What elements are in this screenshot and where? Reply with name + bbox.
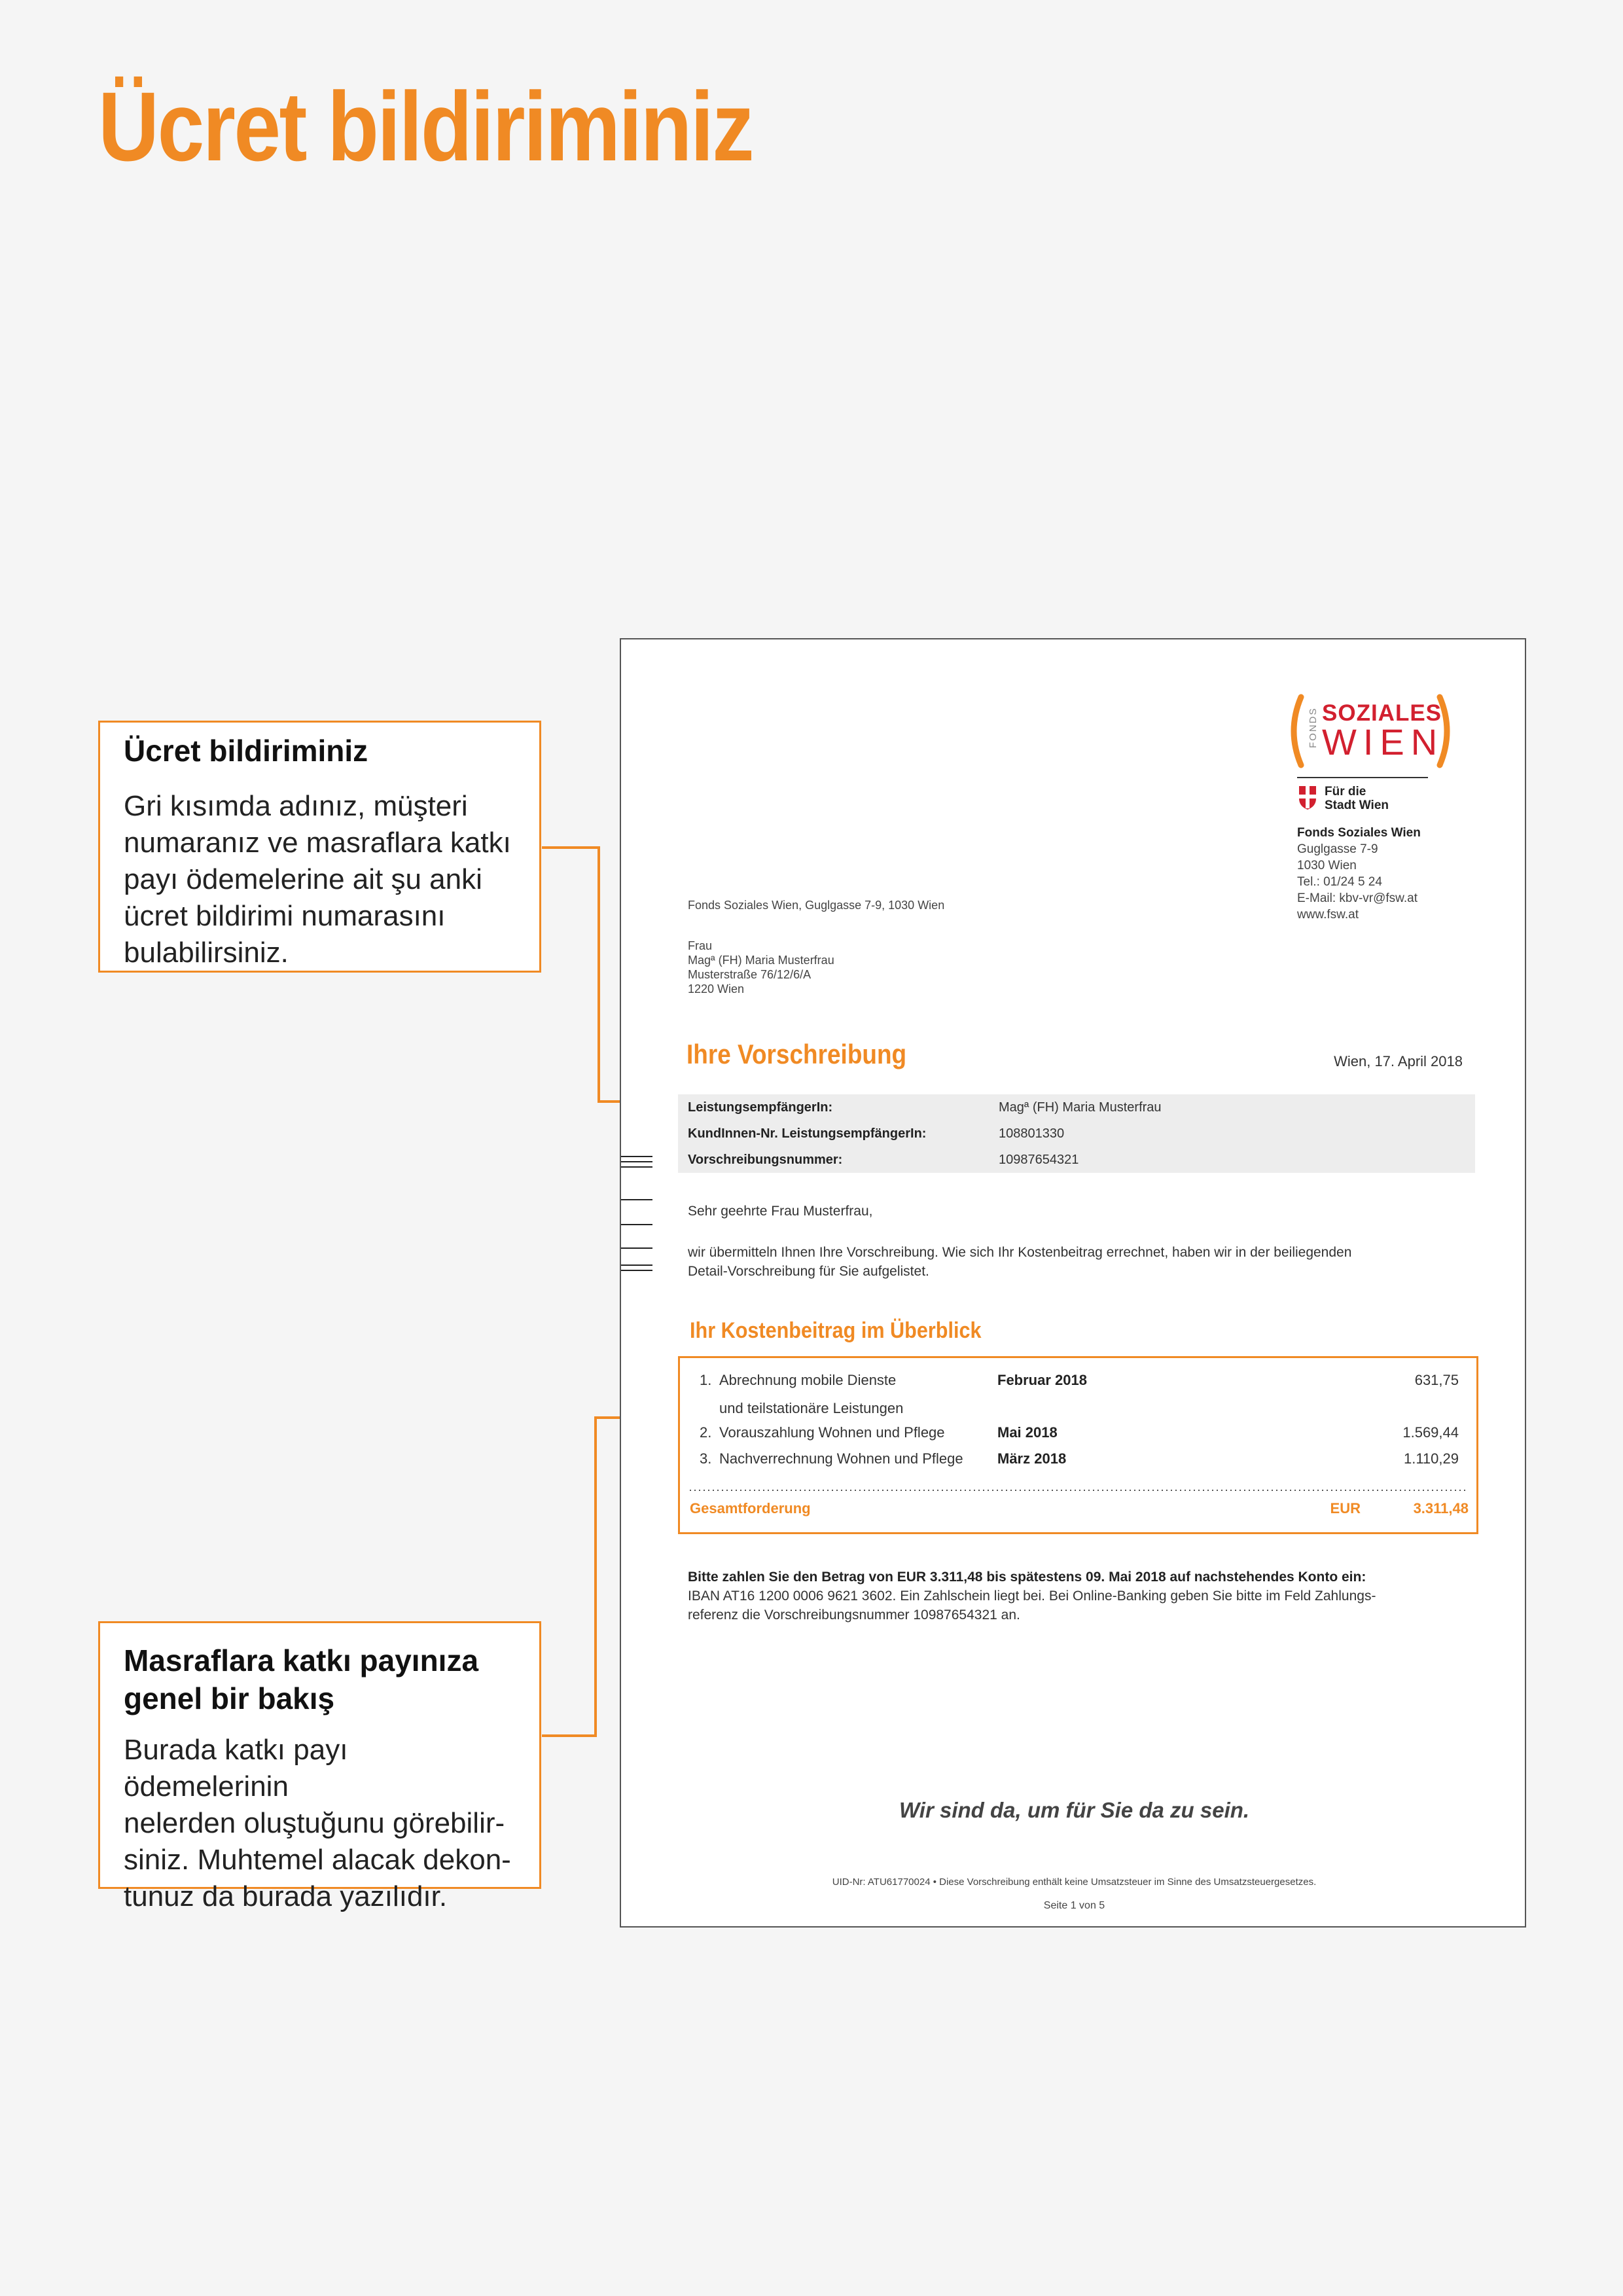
- callout-line: nelerden oluştuğunu görebilir-: [124, 1807, 505, 1839]
- callout-title: Ücret bildiriminiz: [124, 734, 368, 768]
- svg-text:WIEN: WIEN: [1322, 721, 1444, 762]
- vienna-shield-icon: [1298, 785, 1317, 810]
- logo-tagline: [1325, 785, 1403, 812]
- cost-overview-box: [678, 1356, 1478, 1534]
- sender-web: www.fsw.at: [1297, 908, 1359, 922]
- item-description: Nachverrechnung Wohnen und Pflege: [719, 1450, 963, 1467]
- total-currency: EUR: [1330, 1500, 1361, 1516]
- recipient-address: [688, 939, 834, 996]
- recipient-salutation: Frau: [688, 939, 713, 952]
- svg-text:SOZIALES: SOZIALES: [1322, 700, 1442, 726]
- svg-text:FONDS: FONDS: [1308, 707, 1319, 748]
- info-key: Vorschreibungsnummer:: [688, 1153, 843, 1167]
- cost-item: [700, 1446, 1459, 1472]
- page-title: Ücret bildiriminiz: [98, 71, 753, 181]
- dotted-divider: [690, 1489, 1469, 1492]
- payment-line: IBAN AT16 1200 0006 9621 3602. Ein Zahlschein liegt bei. Bei Online-Banking geben Sie bitte im Feld Zahlungs-: [688, 1588, 1376, 1604]
- callout-text: [124, 788, 516, 971]
- sender-city: 1030 Wien: [1297, 859, 1357, 872]
- callout-title: [124, 1641, 516, 1717]
- sender-tel: Tel.: 01/24 5 24: [1297, 875, 1382, 889]
- callout-line: numaranız ve masraflara katkı: [124, 827, 511, 859]
- callout-line: bulabilirsiniz.: [124, 937, 289, 969]
- cost-item: [700, 1367, 1459, 1393]
- tagline-line: Für die: [1325, 785, 1366, 798]
- intro-line: wir übermitteln Ihnen Ihre Vorschreibung. Wie sich Ihr Kostenbeitrag errechnet, haben wir in der beiliegenden: [688, 1245, 1352, 1260]
- callout-line: siniz. Muhtemel alacak dekon-: [124, 1844, 511, 1876]
- total-row: [690, 1496, 1469, 1522]
- sender-email: E-Mail: kbv-vr@fsw.at: [1297, 891, 1418, 905]
- info-value: Magª (FH) Maria Musterfrau: [999, 1100, 1162, 1115]
- slogan: Wir sind da, um für Sie da zu sein.: [899, 1798, 1250, 1822]
- callout-line: ücret bildirimi numarasını: [124, 900, 446, 932]
- sender-street: Guglgasse 7-9: [1297, 842, 1378, 856]
- letter-title: Ihre Vorschreibung: [687, 1039, 907, 1069]
- tagline-line: Stadt Wien: [1325, 798, 1389, 812]
- sample-letter: [620, 638, 1526, 1928]
- callout-line: tunuz da burada yazılıdır.: [124, 1880, 448, 1912]
- item-number: 2.: [700, 1424, 712, 1441]
- total-amount: 3.311,48: [1413, 1500, 1469, 1516]
- info-row: [688, 1121, 1467, 1146]
- item-amount: 631,75: [1414, 1372, 1459, 1388]
- item-amount: 1.110,29: [1403, 1450, 1459, 1467]
- payment-bold: Bitte zahlen Sie den Betrag von EUR 3.311,48 bis spätestens 09. Mai 2018 auf nachstehendes Konto ein:: [688, 1570, 1366, 1585]
- fold-marks: [621, 1155, 660, 1293]
- callout-line: payı ödemelerine ait şu anki: [124, 863, 482, 895]
- payment-instructions: [688, 1568, 1473, 1624]
- page-number: Seite 1 von 5: [1043, 1900, 1105, 1911]
- callout-fee-notice: [98, 721, 541, 973]
- callout-line: Burada katkı payı ödemelerinin: [124, 1734, 348, 1803]
- info-row: [688, 1147, 1467, 1172]
- recipient-street: Musterstraße 76/12/6/A: [688, 968, 812, 981]
- item-description-cont: und teilstationäre Leistungen: [719, 1400, 904, 1416]
- item-month: Februar 2018: [997, 1372, 1087, 1388]
- payment-line: referenz die Vorschreibungsnummer 10987654321 an.: [688, 1607, 1020, 1623]
- callout-cost-overview: [98, 1621, 541, 1912]
- intro-line: Detail-Vorschreibung für Sie aufgelistet.: [688, 1264, 929, 1279]
- total-label: Gesamtforderung: [690, 1500, 811, 1516]
- sender-name: Fonds Soziales Wien: [1297, 826, 1421, 840]
- item-month: März 2018: [997, 1450, 1067, 1467]
- intro-text: [688, 1243, 1440, 1281]
- return-address-line: Fonds Soziales Wien, Guglgasse 7-9, 1030 Wien: [688, 899, 945, 912]
- item-description: Abrechnung mobile Dienste: [719, 1372, 897, 1388]
- item-description: Vorauszahlung Wohnen und Pflege: [719, 1424, 945, 1441]
- item-number: 1.: [700, 1372, 712, 1388]
- item-number: 3.: [700, 1450, 712, 1467]
- callout-line: Gri kısımda adınız, müşteri: [124, 790, 468, 822]
- info-row: [688, 1095, 1467, 1120]
- info-value: 10987654321: [999, 1153, 1079, 1167]
- recipient-name: Magª (FH) Maria Musterfrau: [688, 954, 834, 967]
- recipient-city: 1220 Wien: [688, 982, 745, 996]
- fsw-logo: [1285, 692, 1455, 770]
- overview-title: Ihr Kostenbeitrag im Überblick: [690, 1318, 982, 1343]
- footer-note: UID-Nr: ATU61770024 • Diese Vorschreibung enthält keine Umsatzsteuer im Sinne des Umsatzsteuergesetzes.: [832, 1876, 1317, 1888]
- item-amount: 1.569,44: [1402, 1424, 1459, 1441]
- item-month: Mai 2018: [997, 1424, 1058, 1441]
- callout-title-line: Masraflara katkı payınıza: [124, 1643, 479, 1677]
- customer-info-box: [678, 1094, 1475, 1173]
- logo-divider: [1297, 777, 1428, 778]
- callout-text: [124, 1732, 516, 1915]
- callout-title-line: genel bir bakış: [124, 1681, 335, 1715]
- sender-address: [1297, 825, 1421, 923]
- greeting: Sehr geehrte Frau Musterfrau,: [688, 1204, 873, 1219]
- info-value: 108801330: [999, 1126, 1065, 1141]
- info-key: KundInnen-Nr. LeistungsempfängerIn:: [688, 1126, 927, 1141]
- info-key: LeistungsempfängerIn:: [688, 1100, 833, 1115]
- letter-date: Wien, 17. April 2018: [1334, 1053, 1463, 1069]
- cost-item: [700, 1420, 1459, 1446]
